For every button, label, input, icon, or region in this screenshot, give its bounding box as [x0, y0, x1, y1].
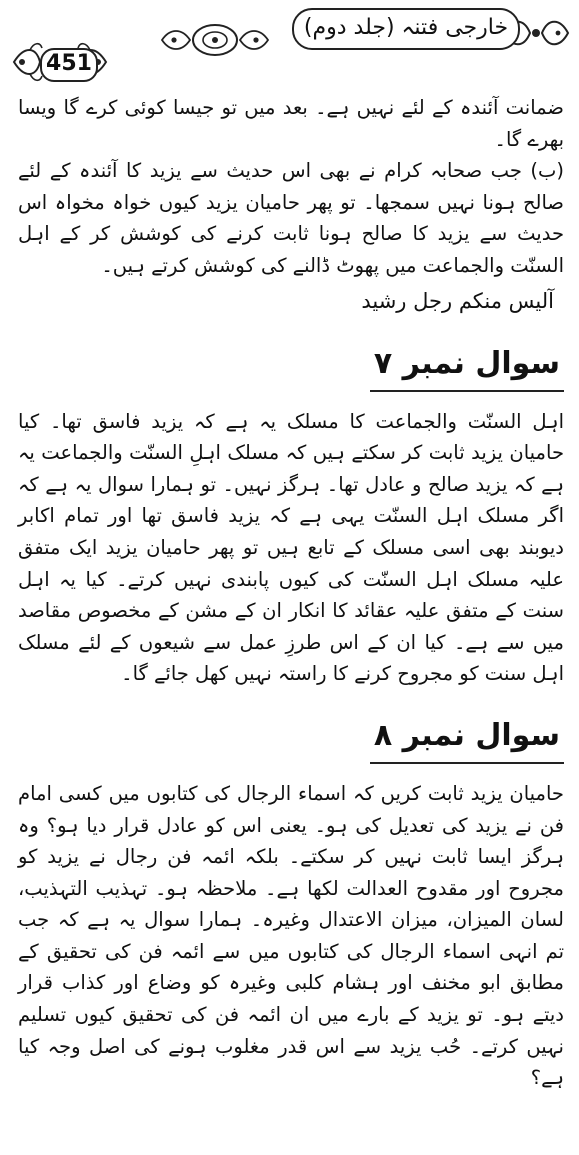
paragraph-3: اہل السنّت والجماعت کا مسلک یہ ہے کہ یزید فاسق تھا۔ کیا حامیان یزید ثابت کر سکتے ہیں کہ مسلک اہلِ السنّت والجماعت یہ ہے کہ یزید صالح و عادل تھا۔ ہرگز نہیں۔ تو ہمارا سوال یہ ہے کہ اگر مسلک اہل السنّت یہی ہے کہ یزید فاسق تھا اور تمام اکابر دیوبند بھی اسی مسلک کے تابع ہیں تو پھر حامیان یزید ایک متفق علیہ مسلک اہل السنّت کی کیوں پابندی نہیں کرتے۔ کیا یہ اہل سنت کے متفق علیہ عقائد کا انکار ان کے مشن کے مخصوص مقاصد میں سے ہے۔ کیا ان کے اس طرزِ عمل سے شیعوں کے لئے مسلک اہل سنت کو مجروح کرنے کا راستہ نہیں کھل جائے گا۔ — [18, 409, 564, 686]
question-8-heading-wrap — [18, 690, 564, 778]
question-8-heading: سوال نمبر ۸ — [370, 716, 564, 764]
signoff-line: آلیس منکم رجل رشید — [361, 288, 554, 313]
question-7-heading: سوال نمبر ۷ — [370, 344, 564, 392]
question-7-heading-wrap — [18, 318, 564, 406]
page-header — [0, 0, 579, 95]
page-number: 451 — [40, 48, 98, 82]
paragraph-1: ضمانت آئندہ کے لئے نہیں ہے۔ بعد میں تو جیسا کوئی کرے گا ویسا بھرے گا۔ — [18, 96, 564, 151]
paragraph-4: حامیان یزید ثابت کریں کہ اسماء الرجال کی کتابوں میں کسی امام فن نے یزید کی تعدیل کی ہو۔ یعنی اس کو عادل قرار دیا ہو؟ وہ ہرگز ایسا ثابت نہیں کر سکتے۔ بلکہ ائمہ فن رجال نے یزید کو مجروح اور مقدوح العدالت لکھا ہے۔ ملاحظہ ہو۔ تہذیب التہذیب، لسان المیزان، میزان الاعتدال وغیرہ۔ ہمارا سوال یہ ہے کہ جب تم انہی اسماء الرجال کی کتابوں میں سے ائمہ فن کی تحقیق کے مطابق ابو مخنف اور ہشام کلبی وغیرہ کو وضاع اور کذاب قرار دیتے ہو۔ تو یزید کے بارے میں ان ائمہ فن کی تحقیق کیوں تسلیم نہیں کرتے۔ حُب یزید سے اس قدر مغلوب ہونے کی اصل وجہ کیا ہے؟ — [18, 781, 564, 1090]
page-body — [18, 92, 564, 1094]
paragraph-2: (ب) جب صحابہ کرام نے بھی اس حدیث سے یزید کا آئندہ کے لئے صالح ہونا نہیں سمجھا۔ تو پھر حامیان یزید کیوں خواہ مخواہ اس حدیث سے یزید کا صالح ہونا ثابت کرنے کی کوشش کر کے اہل السنّت والجماعت میں پھوٹ ڈالنے کی کوشش کرتے ہیں۔ — [18, 159, 564, 277]
center-floral-ornament-icon — [160, 20, 270, 60]
book-title: خارجی فتنہ (جلد دوم) — [292, 8, 520, 50]
